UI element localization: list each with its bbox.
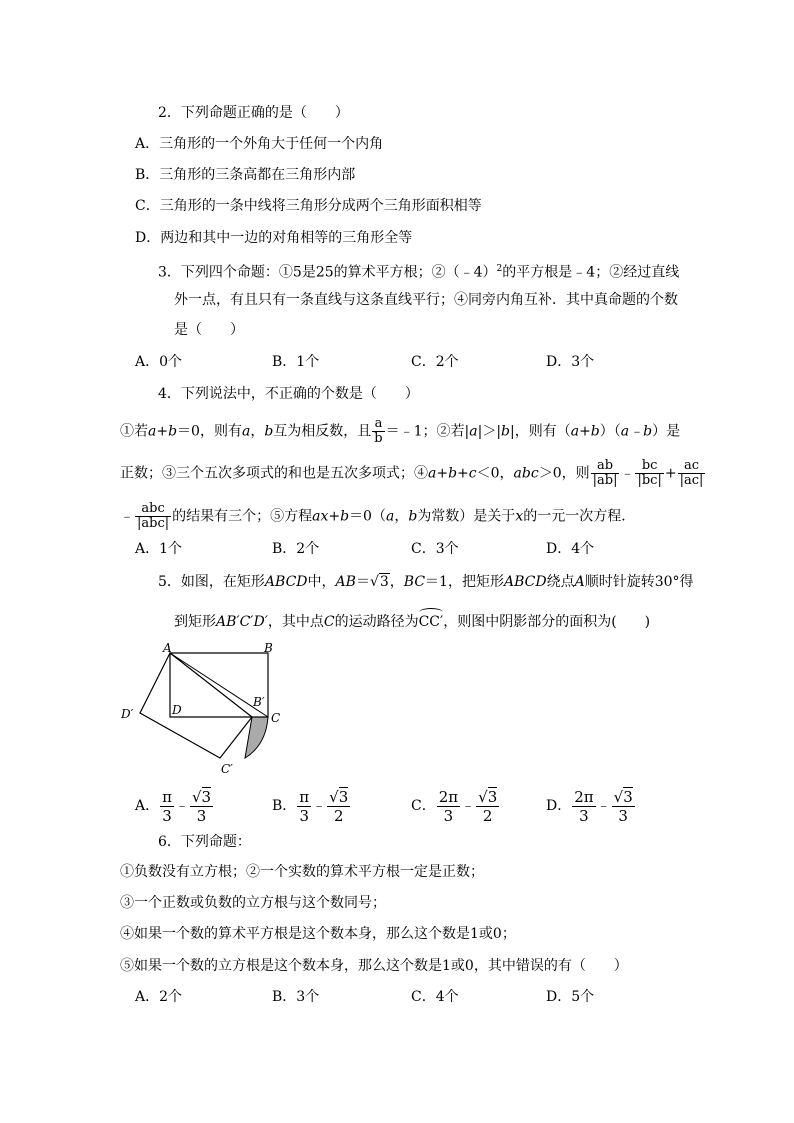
q5-t: ＝1，把矩形 [425,574,504,590]
rectangle-ab1c1d1 [140,653,252,758]
q3-line-2: 外一点，有且只有一条直线与这条直线平行；④同旁内角互补．其中真命题的个数 [174,292,678,308]
denominator: 3 [437,806,460,825]
q5-t: 的运动路径为 [334,614,419,630]
numerator: √3 [613,787,633,806]
q5-t: AB′C′D′ [216,614,268,630]
frac [327,788,350,825]
q5-t: A [574,574,585,590]
q5-t: C [323,614,335,630]
numerator: π [299,787,310,806]
q5-t: 5．如图，在矩形 [158,574,265,590]
frac [437,788,460,825]
frac [612,788,635,825]
q5-t: BC [403,574,426,590]
shaded-region [245,717,268,758]
q6-line-4: ⑤如果一个数的立方根是这个数本身，那么这个数是1或0，其中错误的有（ ） [120,958,628,974]
q6-stem: 6．下列命题： [158,834,251,850]
frac [160,788,174,825]
q2-option-c: C．三角形的一条中线将三角形分成两个三角形面积相等 [135,198,482,214]
q5-line-1 [158,572,694,592]
numerator: 2π [574,787,594,806]
q2-stem: 2．下列命题正确的是（ ） [158,105,349,121]
q4-t: |＞| [477,423,502,440]
q4-t: 为常数）是关于 [417,508,516,525]
numerator: ab [597,458,614,473]
numerator: √3 [191,787,212,806]
q5-t: 顺时针旋转30°得 [584,574,694,590]
q5-t: ABCD [264,574,308,590]
radicand: 3 [487,787,498,806]
label-d-prime: D′ [121,707,134,721]
q5-t: 中， [307,574,336,590]
q6-option-c: C．4个 [411,989,459,1005]
q4-t: a+b [148,423,178,440]
q4-t: ①若 [120,423,148,440]
q4-t: a [469,423,478,440]
numerator: 2π [438,787,459,806]
q4-t: b [264,423,274,440]
q4-option-b: B．2个 [272,541,320,557]
q4-t: b [501,423,511,440]
q4-t: 的结果有三个；⑤方程 [172,508,313,525]
q4-t: ax+b [312,508,350,525]
q4-t: ）是 [652,423,681,440]
q6-option-b: B．3个 [272,989,320,1005]
q4-t: 互为相反数，且 [273,423,372,440]
q3-option-c: C．2个 [411,354,459,370]
q3-option-d: D．3个 [546,354,595,370]
minus: ﹣ [596,798,611,814]
minus: ﹣ [312,798,327,814]
q5-t: ，则图中阴影部分的面积为( ) [443,614,651,630]
q4-t: a+b+c [428,465,477,482]
q5-t: ＝ [355,574,370,590]
frac [190,788,213,825]
numerator: π [162,787,172,806]
q3-line-1 [158,259,679,283]
q5-t: 到矩形 [174,614,216,630]
denominator: 3 [572,806,595,825]
label-c-prime: C′ [221,762,233,776]
denominator: |abc| [137,516,170,531]
denominator: 3 [160,806,174,825]
q4-line-2 [120,459,706,488]
denominator: 3 [612,806,635,825]
radicand: 3 [623,787,633,806]
label-c: C [271,711,281,725]
denominator: 3 [297,806,311,825]
q2-option-b: B．三角形的三条高都在三角形内部 [135,167,356,183]
denominator: |ac| [679,473,704,488]
fraction-ab [591,459,620,488]
numerator: abc [141,501,165,516]
denominator: 3 [190,806,213,825]
minus: ﹣ [461,798,476,814]
q5-line-2 [174,608,650,632]
q4-t: x [515,508,524,525]
label-b-prime: B′ [253,695,265,709]
fraction-abc [135,502,171,531]
q4-t: ＝﹣1；②若| [385,423,470,440]
q5-option-d [546,786,636,826]
q4-t: |，则有（ [510,423,571,440]
minus: ﹣ [174,798,189,814]
q5-t: ABCD [503,574,547,590]
denominator: b [374,431,383,446]
fraction-bc [635,459,663,488]
numerator: a [374,416,383,431]
q4-t: a﹣b [620,423,653,440]
q3-line-3: 是（ ） [174,322,244,338]
q2-option-a: A．三角形的一个外角大于任何一个内角 [135,136,384,152]
q5-opt-label: A． [135,798,160,814]
radicand: 3 [379,574,389,590]
q5-t: ， [389,574,404,590]
q2-option-d: D．两边和其中一边的对角相等的三角形全等 [135,230,413,246]
denominator: |ab| [592,473,618,488]
label-d: D [172,703,182,717]
q4-t: ）（ [599,423,621,440]
q4-line-1 [120,417,680,446]
q5-opt-label: B． [272,798,297,814]
denominator: 2 [327,806,350,825]
q6-option-a: A．2个 [135,989,183,1005]
radicand: 3 [201,787,212,806]
q4-t: ＜0， [476,465,514,482]
label-b: B [264,641,273,655]
q6-line-3: ④如果一个数的算术平方根是这个数本身，那么这个数是1或0； [120,926,516,942]
numerator: bc [641,458,658,473]
arc-cc: CC′ [419,608,444,632]
q5-t: 绕点 [546,574,575,590]
denominator: |bc| [637,473,662,488]
q6-line-1: ①负数没有立方根；②一个实数的算术平方根一定是正数； [120,864,484,880]
frac [476,788,499,825]
q4-option-a: A．1个 [135,541,183,557]
q3-sup: 2 [496,264,503,274]
sqrt: √3 [369,574,389,590]
numerator: √3 [329,787,349,806]
q3-text-1b: 的平方根是﹣4；②经过直线 [502,264,680,281]
frac [297,788,311,825]
q3-option-a: A．0个 [135,354,183,370]
fraction-a-over-b [372,417,384,446]
q4-t: a [241,423,251,440]
q4-option-d: D．4个 [546,541,595,557]
frac [572,788,595,825]
q4-t: ﹣ [120,508,134,525]
q4-t: 正数；③三个五次多项式的和也是五次多项式；④ [120,465,428,482]
q4-stem: 4．下列说法中，不正确的个数是（ ） [158,386,419,402]
q6-option-d: D．5个 [546,989,595,1005]
q4-t: b [408,508,418,525]
label-a: A [163,641,172,655]
radicand: 3 [338,787,349,806]
fraction-ac [678,459,706,488]
q4-t: abc [513,465,539,482]
q4-line-3 [120,502,635,531]
q4-t: ＝0（ [349,508,386,525]
q4-option-c: C．3个 [411,541,459,557]
numerator: ac [683,458,699,473]
q4-t: ﹣ [620,465,635,482]
q4-t: a [385,508,395,525]
q5-option-a [135,786,214,826]
numerator: √3 [478,787,498,806]
q3-text-1a: 3．下列四个命题：①5是25的算术平方根；②（﹣4） [158,264,497,281]
q5-t: ，其中点 [267,614,324,630]
q5-t: AB [335,574,356,590]
q5-opt-label: D． [546,798,572,814]
denominator: 2 [476,806,499,825]
q4-t: ＞0，则 [538,465,590,482]
q6-line-2: ③一个正数或负数的立方根与这个数同号； [120,895,386,911]
q5-opt-label: C． [411,798,436,814]
q5-option-b [272,786,351,826]
q4-t: ， [250,423,265,440]
geometry-figure [115,640,295,780]
q4-t: ＝0，则有 [177,423,242,440]
q4-t: a+b [570,423,600,440]
q4-t: ， [394,508,409,525]
q4-t: 的一元一次方程． [523,508,636,525]
q5-option-c [411,786,500,826]
q4-t: + [664,465,677,482]
q3-option-b: B．1个 [272,354,320,370]
